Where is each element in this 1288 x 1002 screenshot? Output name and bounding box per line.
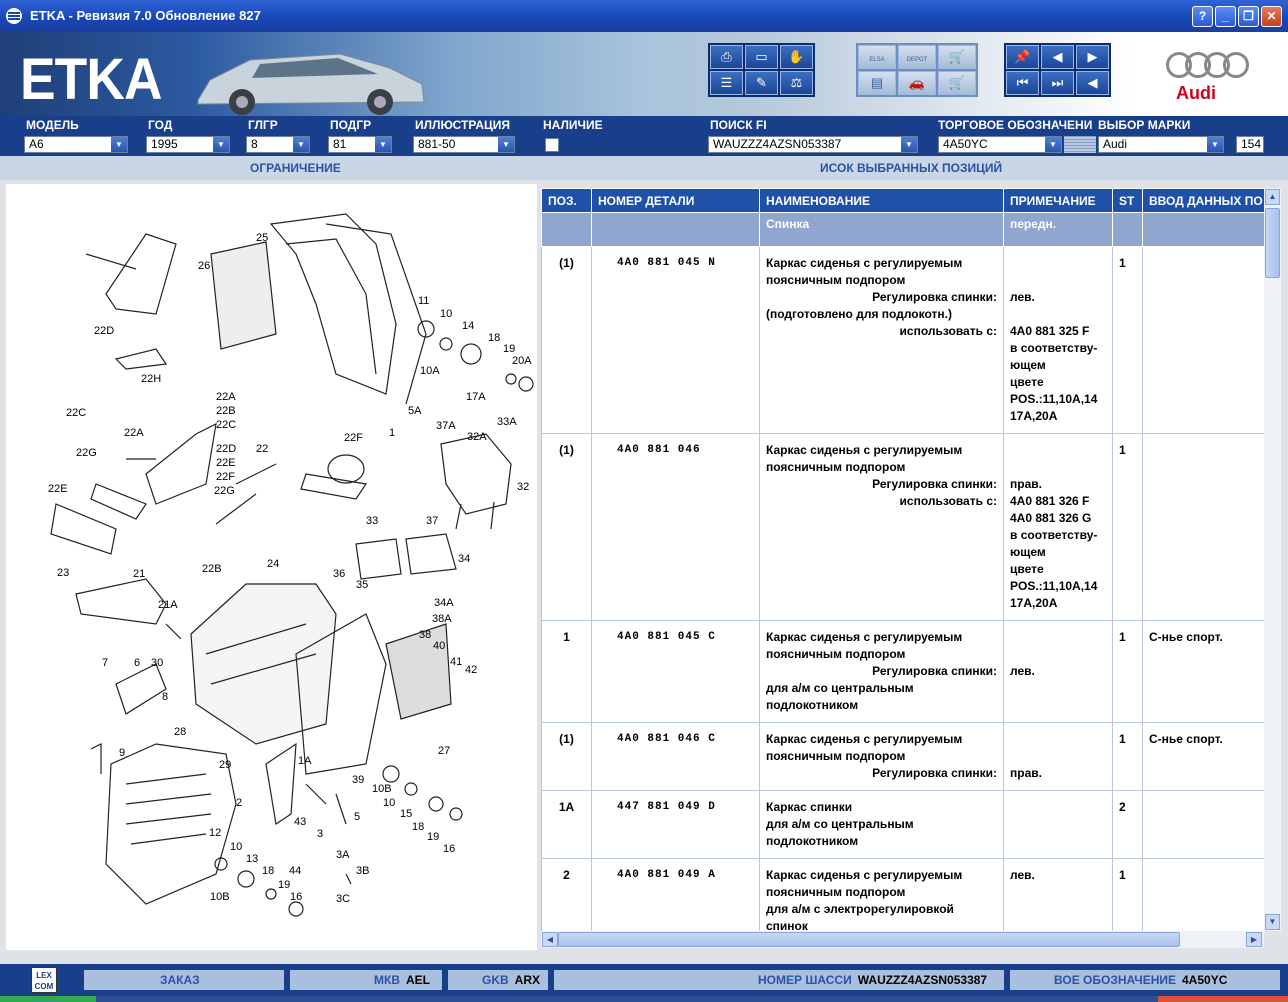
audi-logo	[1164, 50, 1254, 105]
model-label: МОДЕЛЬ	[26, 118, 79, 132]
screen-icon[interactable]: ▭	[745, 45, 778, 69]
year-select[interactable]: 1995 ▼	[146, 136, 230, 153]
svg-text:15: 15	[400, 808, 413, 820]
svg-text:10: 10	[383, 797, 396, 809]
svg-text:11: 11	[418, 295, 430, 307]
toolbar-group-2	[856, 43, 978, 97]
printer-icon[interactable]: ⎙	[710, 45, 743, 69]
name-line: для а/м со центральным	[766, 681, 914, 695]
chevron-down-icon[interactable]: ▼	[111, 137, 127, 152]
parts-illustration[interactable]	[6, 184, 537, 950]
svg-text:42: 42	[465, 664, 478, 676]
scroll-left-icon[interactable]: ◀	[542, 932, 558, 947]
elsa-icon[interactable]: ELSA	[858, 45, 896, 69]
minimize-button[interactable]: _	[1215, 6, 1236, 27]
chevron-down-icon[interactable]: ▼	[213, 137, 229, 152]
svg-text:22A: 22A	[216, 391, 236, 403]
cell-part-number: 4A0 881 049 A	[592, 859, 760, 932]
header-banner	[0, 32, 1288, 116]
svg-text:22A: 22A	[124, 427, 144, 439]
svg-text:35: 35	[356, 579, 369, 591]
seat-exploded-diagram	[6, 184, 537, 950]
svg-text:30: 30	[151, 657, 164, 669]
filter-bar	[0, 116, 1288, 156]
note-line: 17A,20A	[1010, 596, 1058, 610]
note-line: POS.:11,10A,14	[1010, 579, 1098, 593]
chevron-down-icon[interactable]: ▼	[1207, 137, 1223, 152]
cell-st: 1	[1113, 723, 1143, 791]
svg-text:22F: 22F	[216, 471, 235, 483]
name-line: Каркас сиденья с регулируемым	[766, 256, 963, 270]
svg-text:8: 8	[162, 691, 169, 703]
window-title: ETKA - Ревизия 7.0 Обновление 827	[30, 8, 261, 23]
cell-name	[760, 723, 1004, 791]
cell-name	[760, 621, 1004, 723]
table-row[interactable]	[542, 621, 1265, 723]
illustration-label: ИЛЛЮСТРАЦИЯ	[415, 118, 511, 132]
scroll-right-icon[interactable]: ▶	[1246, 932, 1262, 947]
trade-code-label: ТОРГОВОЕ ОБОЗНАЧЕНИ	[938, 118, 1093, 132]
availability-checkbox[interactable]	[545, 138, 559, 152]
cell-pos: (1)	[542, 723, 592, 791]
cell-pos: (1)	[542, 247, 592, 434]
svg-text:10A: 10A	[420, 365, 440, 377]
availability-label: НАЛИЧИЕ	[543, 118, 603, 132]
note-line: цвете	[1010, 375, 1044, 389]
svg-text:25: 25	[256, 232, 269, 244]
name-line: для а/м с электрорегулировкой	[766, 902, 954, 916]
illustration-select[interactable]: 881-50 ▼	[413, 136, 515, 153]
svg-text:21A: 21A	[158, 599, 178, 611]
vertical-scrollbar[interactable]	[1264, 188, 1281, 931]
svg-text:33A: 33A	[497, 416, 517, 428]
svg-text:9: 9	[119, 747, 126, 759]
cell-part-number: 447 881 049 D	[592, 791, 760, 859]
svg-text:12: 12	[209, 827, 222, 839]
chevron-down-icon[interactable]: ▼	[901, 137, 917, 152]
name-line: Регулировка спинки:	[872, 477, 997, 491]
svg-text:22D: 22D	[216, 443, 237, 455]
sub-group-select[interactable]: 81 ▼	[328, 136, 392, 153]
svg-text:19: 19	[503, 343, 516, 355]
lexcom-icon[interactable]: LEX COM	[31, 967, 57, 993]
order-field[interactable]: ЗАКАЗ	[84, 970, 284, 990]
svg-text:38: 38	[419, 629, 432, 641]
svg-text:3A: 3A	[336, 849, 350, 861]
svg-text:22G: 22G	[214, 485, 235, 497]
svg-text:32: 32	[517, 481, 530, 493]
note-line	[1010, 629, 1106, 646]
svg-text:18: 18	[262, 865, 275, 877]
column-header-note[interactable]: ПРИМЕЧАНИЕ	[1004, 189, 1113, 213]
note-line: в соответству-	[1010, 528, 1098, 542]
scroll-thumb[interactable]	[558, 932, 1180, 947]
column-header-pos[interactable]: ПОЗ.	[542, 189, 592, 213]
name-line: Каркас сиденья с регулируемым	[766, 630, 963, 644]
svg-text:18: 18	[488, 332, 501, 344]
name-line: Каркас сиденья с регулируемым	[766, 732, 963, 746]
handshake-icon[interactable]: ✋	[780, 45, 813, 69]
svg-text:13: 13	[246, 853, 259, 865]
name-line: поясничным подпором	[766, 647, 906, 661]
svg-text:24: 24	[267, 558, 280, 570]
scale-icon[interactable]: ⚖	[780, 71, 813, 95]
chevron-down-icon[interactable]: ▼	[1045, 137, 1061, 152]
toolbar-group-3	[1004, 43, 1111, 97]
pin-icon[interactable]: 📌	[1006, 45, 1039, 69]
main-group-select[interactable]: 8 ▼	[246, 136, 310, 153]
svg-text:27: 27	[438, 745, 451, 757]
svg-text:3B: 3B	[356, 865, 370, 877]
cart-add-icon[interactable]: 🛒	[938, 45, 976, 69]
status-bar	[0, 964, 1288, 996]
cell-st: 1	[1113, 859, 1143, 932]
svg-text:22C: 22C	[216, 419, 237, 431]
cell-name	[760, 791, 1004, 859]
last-icon[interactable]: ⏭	[1041, 71, 1074, 95]
mkb-field: МКВ AEL	[290, 970, 442, 990]
maximize-button[interactable]: ❐	[1238, 6, 1259, 27]
svg-text:3: 3	[317, 828, 324, 840]
name-line: Регулировка спинки:	[872, 290, 997, 304]
prev-page-icon[interactable]: ◀	[1041, 45, 1074, 69]
svg-text:22G: 22G	[76, 447, 97, 459]
svg-text:2: 2	[236, 797, 243, 809]
cell-pos: 1A	[542, 791, 592, 859]
svg-text:21: 21	[133, 568, 146, 580]
year-label: ГОД	[148, 118, 173, 132]
svg-text:22: 22	[256, 443, 269, 455]
svg-text:43: 43	[294, 816, 307, 828]
cell-note	[1004, 434, 1113, 621]
name-line: Каркас сиденья с регулируемым	[766, 443, 963, 457]
svg-text:36: 36	[333, 568, 346, 580]
car-image	[190, 40, 430, 116]
parts-table	[541, 188, 1264, 931]
name-line: поясничным подпором	[766, 273, 906, 287]
note-line: ющем	[1010, 545, 1046, 559]
svg-text:23: 23	[57, 567, 70, 579]
name-line: поясничным подпором	[766, 885, 906, 899]
svg-text:7: 7	[102, 657, 109, 669]
svg-text:5: 5	[354, 811, 361, 823]
svg-text:40: 40	[433, 640, 446, 652]
note-line: 4A0 881 326 G	[1010, 511, 1092, 525]
table-row[interactable]	[542, 859, 1265, 932]
title-bar	[0, 0, 1288, 32]
back-icon[interactable]: ◀	[1076, 71, 1109, 95]
name-line: использовать с:	[899, 494, 997, 508]
note-line: прав.	[1010, 766, 1042, 780]
svg-text:10: 10	[440, 308, 453, 320]
cell-extra	[1143, 791, 1265, 859]
name-line: подлокотником	[766, 698, 859, 712]
toolbar-group-1	[708, 43, 815, 97]
cell-note	[1004, 723, 1113, 791]
sub-group-label: ПОДГР	[330, 118, 372, 132]
svg-text:14: 14	[462, 320, 475, 332]
svg-text:33: 33	[366, 515, 379, 527]
cell-name	[760, 247, 1004, 434]
cell-st: 2	[1113, 791, 1143, 859]
chassis-field: НОМЕР ШАССИ WAUZZZ4AZSN053387	[554, 970, 1004, 990]
svg-text:29: 29	[219, 759, 232, 771]
cell-extra: С-нье спорт.	[1143, 621, 1265, 723]
table-row[interactable]	[542, 791, 1265, 859]
svg-text:16: 16	[290, 891, 303, 903]
trade-code-select[interactable]: 4A50YC ▼	[938, 136, 1062, 153]
screens-icon[interactable]: ▤	[858, 71, 896, 95]
scroll-thumb[interactable]	[1265, 208, 1280, 278]
close-button[interactable]: ✕	[1261, 6, 1282, 27]
restriction-tab[interactable]: ОГРАНИЧЕНИЕ	[250, 161, 341, 175]
subheader-note: передн.	[1004, 213, 1113, 247]
brand-select[interactable]: Audi ▼	[1098, 136, 1224, 153]
scroll-down-icon[interactable]: ▼	[1265, 914, 1280, 930]
svg-text:5A: 5A	[408, 405, 422, 417]
name-line: подлокотником	[766, 834, 859, 848]
name-line: спинок	[766, 919, 808, 931]
cell-st: 1	[1113, 434, 1143, 621]
cell-extra	[1143, 247, 1265, 434]
brand-count: 154	[1236, 136, 1264, 153]
model-select[interactable]: A6 ▼	[24, 136, 128, 153]
search-fi-label: ПОИСК FI	[710, 118, 767, 132]
table-subheader-row	[542, 213, 1265, 247]
list-icon[interactable]: ☰	[710, 71, 743, 95]
note-line: лев.	[1010, 664, 1035, 678]
name-line: Каркас сиденья с регулируемым	[766, 868, 963, 882]
audi-brand-text: Audi	[1176, 83, 1216, 103]
name-line: поясничным подпором	[766, 460, 906, 474]
svg-text:22E: 22E	[216, 457, 236, 469]
svg-text:38A: 38A	[432, 613, 452, 625]
scroll-up-icon[interactable]: ▲	[1265, 189, 1280, 205]
cell-part-number: 4A0 881 046 C	[592, 723, 760, 791]
name-line: использовать с:	[899, 324, 997, 338]
note-line	[1010, 272, 1106, 289]
svg-text:22B: 22B	[216, 405, 236, 417]
subheader-name: Спинка	[760, 213, 1004, 247]
cell-st: 1	[1113, 247, 1143, 434]
name-line: Каркас спинки	[766, 800, 853, 814]
svg-text:22E: 22E	[48, 483, 68, 495]
chevron-down-icon[interactable]: ▼	[498, 137, 514, 152]
designation-field: ВОЕ ОБОЗНАЧЕНИЕ 4A50YC	[1010, 970, 1280, 990]
bottom-strip	[0, 996, 1288, 1002]
cell-name	[760, 434, 1004, 621]
table-row[interactable]	[542, 723, 1265, 791]
note-line	[1010, 731, 1106, 748]
note-line: POS.:11,10A,14	[1010, 392, 1098, 406]
svg-text:39: 39	[352, 774, 365, 786]
svg-text:6: 6	[134, 657, 141, 669]
table-header-row	[542, 189, 1265, 213]
svg-text:18: 18	[412, 821, 425, 833]
svg-text:19: 19	[278, 879, 291, 891]
svg-text:37A: 37A	[436, 420, 456, 432]
svg-text:34A: 34A	[434, 597, 454, 609]
cell-pos: 1	[542, 621, 592, 723]
cell-part-number: 4A0 881 045 N	[592, 247, 760, 434]
pencil-icon[interactable]: ✎	[745, 71, 778, 95]
note-line: ющем	[1010, 358, 1046, 372]
svg-text:10B: 10B	[372, 783, 392, 795]
cell-extra	[1143, 859, 1265, 932]
note-line: 4A0 881 325 F	[1010, 324, 1090, 338]
note-line: 4A0 881 326 F	[1010, 494, 1090, 508]
note-line: лев.	[1010, 868, 1035, 882]
cell-note	[1004, 859, 1113, 932]
svg-text:32A: 32A	[467, 431, 487, 443]
svg-text:16: 16	[443, 843, 456, 855]
note-line: 17A,20A	[1010, 409, 1058, 423]
note-line	[1010, 255, 1106, 272]
svg-text:17A: 17A	[466, 391, 486, 403]
separator-block	[1064, 136, 1096, 153]
svg-text:10B: 10B	[210, 891, 230, 903]
cell-pos: (1)	[542, 434, 592, 621]
svg-text:28: 28	[174, 726, 187, 738]
selected-positions-tab[interactable]: ИСОК ВЫБРАННЫХ ПОЗИЦИЙ	[820, 161, 1003, 175]
svg-text:22D: 22D	[94, 325, 115, 337]
car-info-icon[interactable]: 🚗	[898, 71, 936, 95]
note-line: лев.	[1010, 290, 1035, 304]
table-row[interactable]	[542, 247, 1265, 434]
svg-text:22B: 22B	[202, 563, 222, 575]
note-line: цвете	[1010, 562, 1044, 576]
chevron-down-icon[interactable]: ▼	[375, 137, 391, 152]
cart-icon[interactable]: 🛒	[938, 71, 976, 95]
subheader-bar	[0, 156, 1288, 180]
name-line: для а/м со центральным	[766, 817, 914, 831]
chevron-down-icon[interactable]: ▼	[293, 137, 309, 152]
svg-text:22F: 22F	[344, 432, 363, 444]
column-header-data-entry[interactable]: ВВОД ДАННЫХ ПО	[1143, 189, 1265, 213]
svg-text:19: 19	[427, 831, 440, 843]
name-line: (подготовлено для подлокотн.)	[766, 307, 952, 321]
cell-extra: С-нье спорт.	[1143, 723, 1265, 791]
gkb-field: GKB ARX	[448, 970, 548, 990]
note-line	[1010, 748, 1106, 765]
cell-note	[1004, 247, 1113, 434]
cell-st: 1	[1113, 621, 1143, 723]
main-group-label: ГЛГР	[248, 118, 278, 132]
cell-extra	[1143, 434, 1265, 621]
horizontal-scrollbar[interactable]	[541, 931, 1264, 948]
cell-note	[1004, 621, 1113, 723]
column-header-st[interactable]: ST	[1113, 189, 1143, 213]
svg-text:22H: 22H	[141, 373, 162, 385]
svg-text:10: 10	[230, 841, 243, 853]
svg-text:44: 44	[289, 865, 302, 877]
note-line: в соответству-	[1010, 341, 1098, 355]
cell-name	[760, 859, 1004, 932]
parts-table-container[interactable]	[541, 188, 1264, 931]
svg-text:34: 34	[458, 553, 471, 565]
column-header-part-number[interactable]: НОМЕР ДЕТАЛИ	[592, 189, 760, 213]
column-header-name[interactable]: НАИМЕНОВАНИЕ	[760, 189, 1004, 213]
help-button[interactable]: ?	[1192, 6, 1213, 27]
svg-text:26: 26	[198, 260, 211, 272]
first-icon[interactable]: ⏮	[1006, 71, 1039, 95]
note-line	[1010, 459, 1106, 476]
svg-text:41: 41	[450, 656, 463, 668]
note-line	[1010, 646, 1106, 663]
note-line	[1010, 442, 1106, 459]
svg-text:37: 37	[426, 515, 439, 527]
name-line: Регулировка спинки:	[872, 664, 997, 678]
cell-part-number: 4A0 881 046	[592, 434, 760, 621]
note-line: прав.	[1010, 477, 1042, 491]
note-line	[1010, 306, 1106, 323]
cell-note	[1004, 791, 1113, 859]
brand-select-label: ВЫБОР МАРКИ	[1098, 118, 1191, 132]
etka-logo: ETKA	[20, 47, 162, 112]
audi-rings-icon	[1166, 50, 1252, 78]
svg-text:3C: 3C	[336, 893, 351, 905]
cell-pos: 2	[542, 859, 592, 932]
svg-text:1A: 1A	[298, 755, 312, 767]
search-fi-select[interactable]: WAUZZZ4AZSN053387 ▼	[708, 136, 918, 153]
svg-text:1: 1	[389, 427, 396, 439]
next-page-icon[interactable]: ▶	[1076, 45, 1109, 69]
depot-icon[interactable]: DEPOT	[898, 45, 936, 69]
name-line: Регулировка спинки:	[872, 766, 997, 780]
svg-text:22C: 22C	[66, 407, 87, 419]
svg-text:20A: 20A	[512, 355, 532, 367]
cell-part-number: 4A0 881 045 C	[592, 621, 760, 723]
name-line: поясничным подпором	[766, 749, 906, 763]
app-icon[interactable]	[6, 8, 22, 24]
table-row[interactable]	[542, 434, 1265, 621]
